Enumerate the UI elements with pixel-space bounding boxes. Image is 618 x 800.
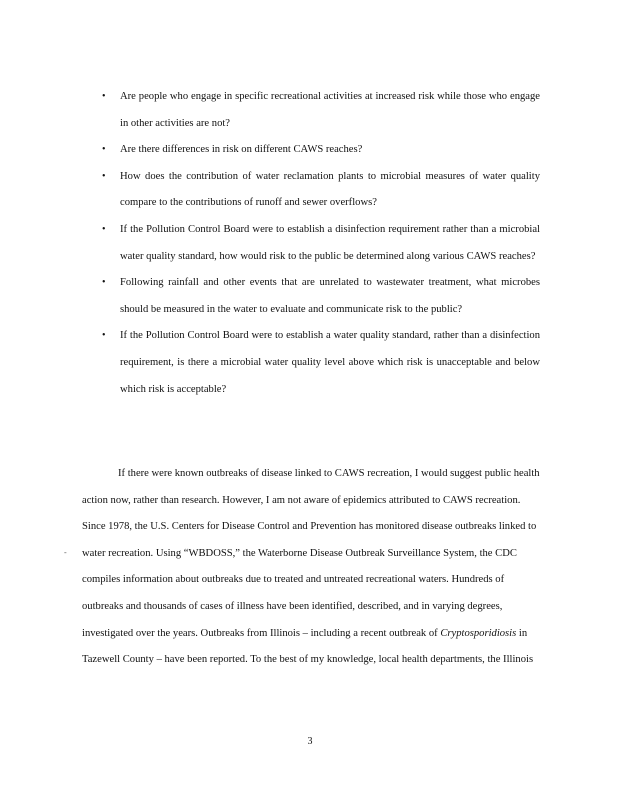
list-item [100, 323, 540, 403]
bullet-text: How does the contribution of water reclamation plants to microbial measures of water quality compare to the contributions of runoff and sewer overflows? [120, 170, 540, 209]
body-paragraph [82, 461, 542, 674]
bullet-icon: • [102, 223, 106, 235]
question-list [100, 84, 540, 403]
bullet-icon: • [102, 170, 106, 182]
bullet-icon: • [102, 144, 106, 156]
list-item [100, 164, 540, 217]
bullet-text: If the Pollution Control Board were to establish a water quality standard, rather than a disinfection requirement, is there a microbial water quality level above which risk is unacceptable and below which risk is acceptable? [120, 330, 540, 395]
margin-mark: - [64, 548, 67, 557]
page-number: 3 [307, 736, 313, 747]
bullet-icon: • [102, 330, 106, 342]
paragraph-text-end: in Tazewell County – have been reported. To the best of my knowledge, local health departments, the Illinois [82, 627, 534, 666]
list-item [100, 137, 540, 164]
list-item [100, 217, 540, 270]
list-item [100, 270, 540, 323]
bullet-text: If the Pollution Control Board were to establish a disinfection requirement rather than a microbial water quality standard, how would risk to the public be determined along various CAWS reaches? [120, 223, 540, 262]
bullet-text: Are people who engage in specific recreational activities at increased risk while those who engage in other activities are not? [120, 91, 540, 129]
bullet-icon: • [102, 277, 106, 289]
bullet-icon: • [102, 91, 106, 102]
paragraph-text-start: If there were known outbreaks of disease linked to CAWS recreation, I would suggest public health action now, rather than research. However, I am not aware of epidemics attributed to CAWS recreation. Since 1978, the U.S. Centers for Disease Control and Prevention has monitored disease outbreaks linked to water recreation. Using “WBDOSS,” the Waterborne Disease Outbreak Surveillance System, the CDC compiles information about outbreaks due to treated and untreated recreational waters. Hundreds of outbreaks and thousands of cases of illness have been identified, described, and in varying degrees, investigated over the years. Outbreaks from Illinois – including a recent outbreak of [82, 468, 540, 639]
bullet-text: Following rainfall and other events that are unrelated to wastewater treatment, what microbes should be measured in the water to evaluate and communicate risk to the public? [120, 277, 540, 315]
bullet-text: Are there differences in risk on different CAWS reaches? [120, 144, 363, 156]
list-item [100, 84, 540, 137]
paragraph-italic-term: Cryptosporidiosis [440, 627, 517, 639]
